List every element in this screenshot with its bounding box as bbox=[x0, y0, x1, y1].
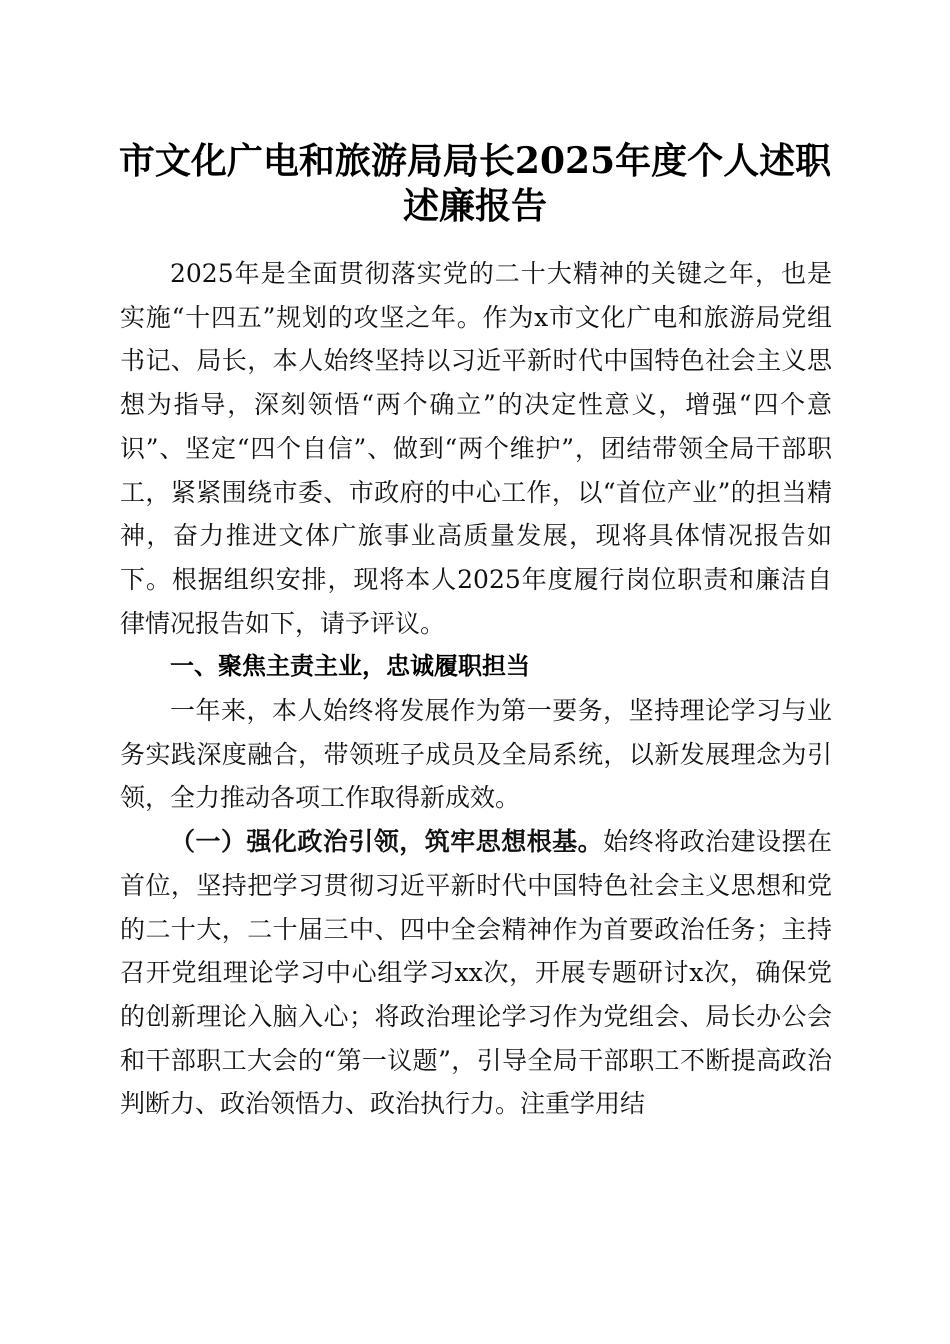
section-1-paragraph: 一年来，本人始终将发展作为第一要务，坚持理论学习与业务实践深度融合，带领班子成员及全局系统，以新发展理念为引领，全力推动各项工作取得新成效。 bbox=[120, 696, 832, 813]
document-title-line-1: 市文化广电和旅游局局长2025年度个人述职 bbox=[118, 140, 832, 182]
document-title-line-2: 述廉报告 bbox=[402, 185, 547, 227]
subsection-1-paragraph bbox=[120, 820, 832, 1126]
subsection-1-text: 始终将政治建设摆在首位，坚持把学习贯彻习近平新时代中国特色社会主义思想和党的二十大，二十届三中、四中全会精神作为首要政治任务；主持召开党组理论学习中心组学习xx次，开展专题研讨x次，确保党的创新理论入脑入心；将政治理论学习作为党组会、局长办公会和干部职工大会的“第一议题”，引导全局干部职工不断提高政治判断力、政治领悟力、政治执行力。注重学用结 bbox=[120, 827, 832, 1119]
intro-paragraph: 2025年是全面贯彻落实党的二十大精神的关键之年，也是实施“十四五”规划的攻坚之年。作为x市文化广电和旅游局党组书记、局长，本人始终坚持以习近平新时代中国特色社会主义思想为指导，深刻领悟“两个确立”的决定性意义，增强“四个意识”、坚定“四个自信”、做到“两个维护”，团结带领全局干部职工，紧紧围绕市委、市政府的中心工作，以“首位产业”的担当精神，奋力推进文体广旅事业高质量发展，现将具体情况报告如下。根据组织安排，现将本人2025年度履行岗位职责和廉洁自律情况报告如下，请予评议。 bbox=[120, 259, 832, 638]
subsection-1-title: （一）强化政治引领，筑牢思想根基。 bbox=[170, 827, 604, 857]
document-body bbox=[120, 252, 832, 1126]
section-1-heading: 一、聚焦主责主业，忠诚履职担当 bbox=[170, 652, 530, 681]
